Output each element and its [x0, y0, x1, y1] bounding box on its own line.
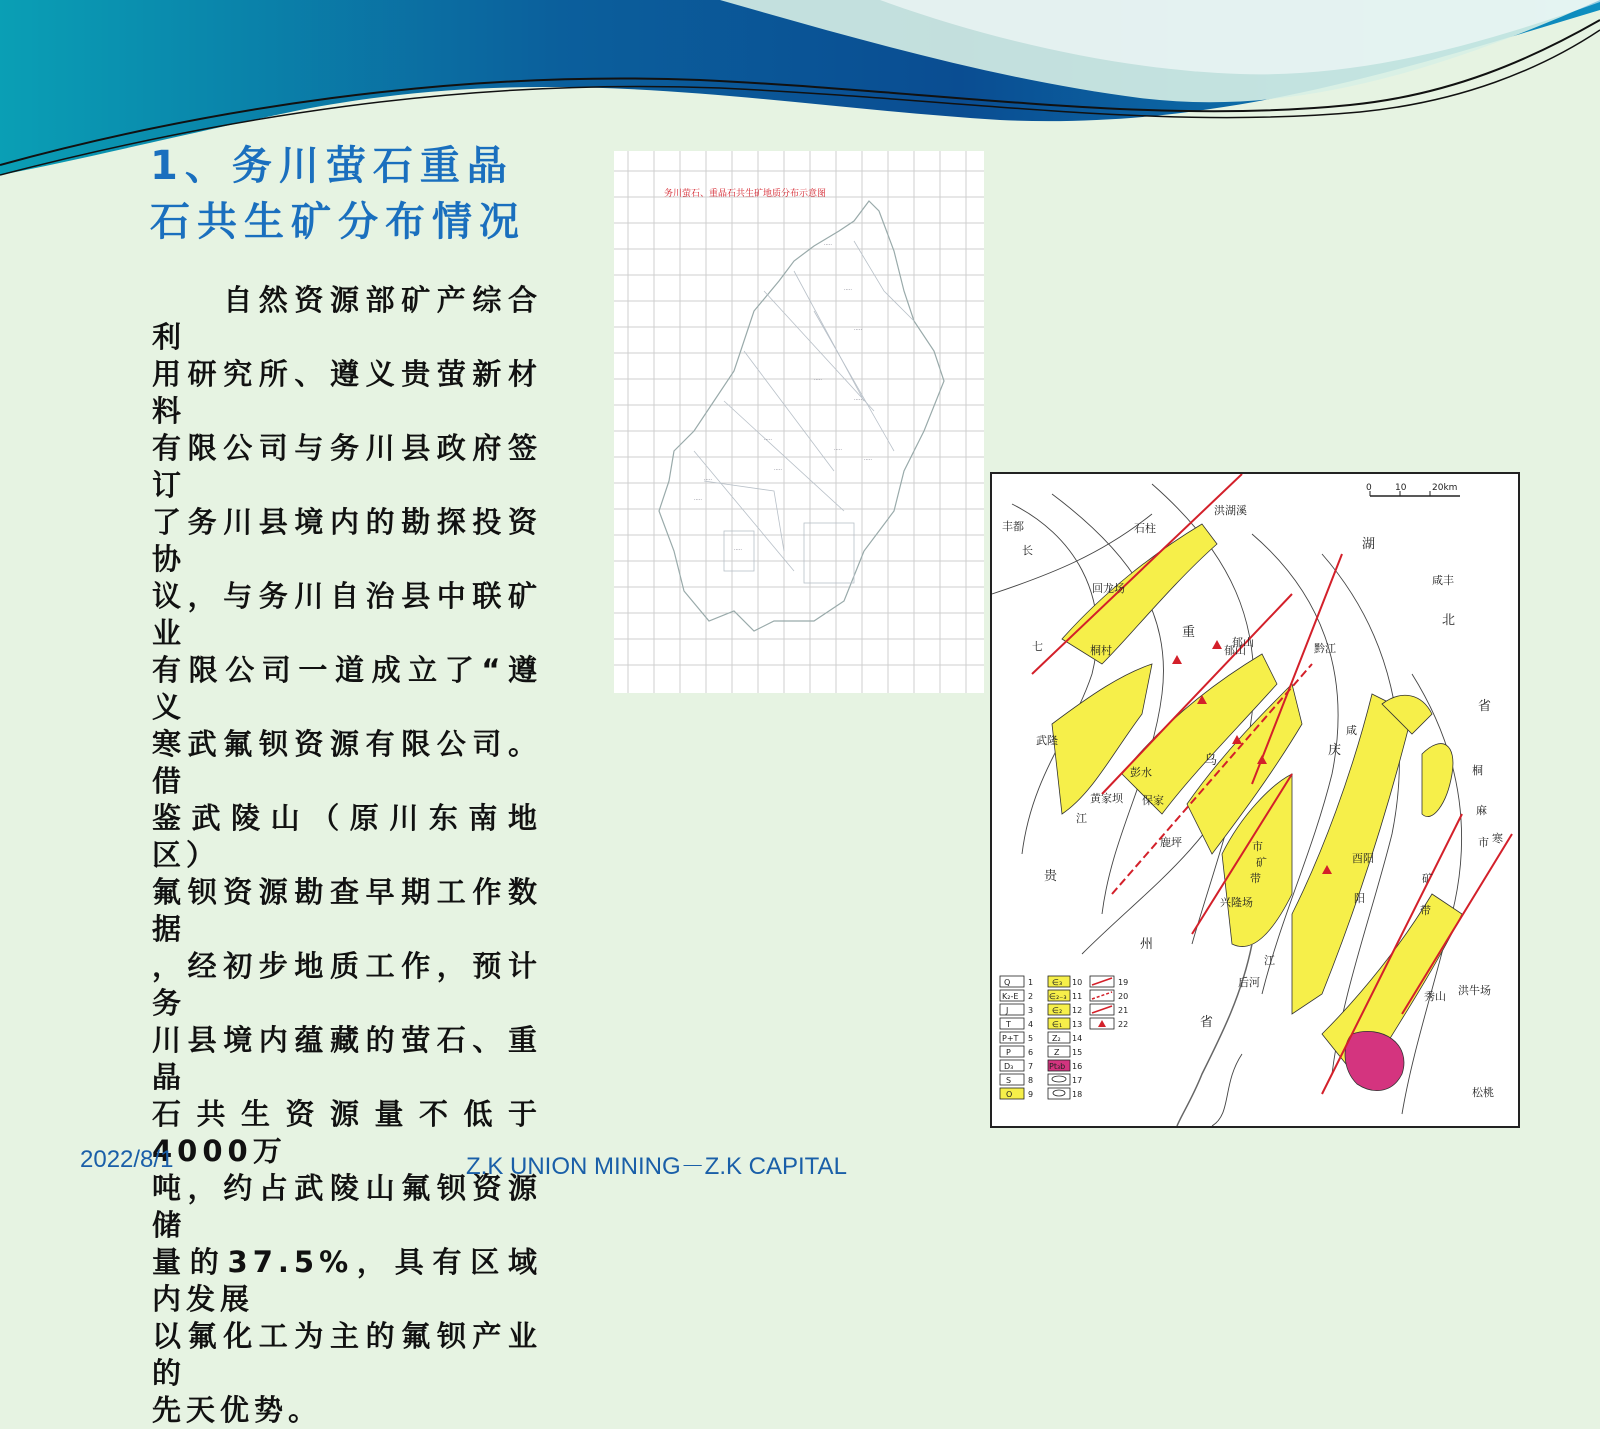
legend-num: 21	[1118, 1006, 1129, 1015]
legend-code: D₃	[1004, 1062, 1014, 1071]
legend-num: 2	[1028, 992, 1034, 1001]
legend-code: Q	[1004, 978, 1011, 987]
svg-text:·····: ·····	[704, 477, 712, 483]
scale-label: 20km	[1432, 483, 1458, 493]
scale-label: 10	[1395, 483, 1407, 493]
legend-num: 10	[1072, 978, 1083, 987]
svg-text:·····: ·····	[734, 547, 742, 553]
distribution-map-drawing	[614, 151, 984, 693]
legend-code: Z	[1054, 1048, 1060, 1057]
map-place-label: 矿	[1422, 872, 1433, 885]
legend-num: 22	[1118, 1020, 1129, 1029]
map-place-label: 洪牛场	[1458, 984, 1491, 997]
legend-code: ∈₂	[1052, 1006, 1063, 1015]
legend-num: 15	[1072, 1048, 1083, 1057]
geological-map-drawing	[992, 474, 1518, 1126]
body-line: 鉴武陵山（原川东南地区）	[152, 801, 542, 872]
page-title: 1、务川萤石重晶石共生矿分布情况	[150, 143, 526, 245]
distribution-map-image	[614, 151, 984, 693]
map-place-label: 彭水	[1130, 766, 1152, 779]
map1-caption: 务川萤石、重晶石共生矿地质分布示意图	[664, 189, 827, 199]
legend-num: 8	[1028, 1076, 1034, 1085]
legend-code: T	[1006, 1020, 1011, 1029]
map-place-label: 郁山	[1224, 644, 1246, 657]
map-place-label: 省	[1478, 699, 1492, 714]
footer-company: Z.K UNION MINING－Z.K CAPITAL	[466, 1153, 847, 1180]
map-place-label: 带	[1420, 904, 1431, 917]
legend-num: 11	[1072, 992, 1083, 1001]
map-place-label: 桐	[1472, 764, 1483, 777]
legend-code: Pt₃b	[1049, 1062, 1066, 1071]
svg-text:·····: ·····	[854, 397, 862, 403]
map-place-label: 庆	[1328, 743, 1342, 758]
map-place-label: 松桃	[1472, 1086, 1494, 1099]
map-place-label: 丰都	[1002, 520, 1024, 533]
svg-text:·····: ·····	[824, 242, 832, 248]
legend-code: S	[1006, 1076, 1012, 1085]
map-place-label: 带	[1250, 872, 1261, 885]
legend-code: P+T	[1002, 1034, 1019, 1043]
body-line: 氟钡资源勘查早期工作数据	[152, 875, 542, 946]
legend-num: 18	[1072, 1090, 1083, 1099]
footer-date: 2022/8/1	[80, 1146, 174, 1173]
legend-code: O	[1006, 1090, 1013, 1099]
body-line: 议，与务川自治县中联矿业	[152, 579, 542, 650]
legend-code: Z₂	[1052, 1034, 1061, 1043]
map-place-label: 市	[1478, 836, 1489, 849]
map-place-label: 兴隆场	[1220, 896, 1253, 909]
body-line: 用研究所、遵义贵萤新材料	[152, 357, 542, 428]
legend-code: J	[1006, 1006, 1009, 1015]
map-place-label: 鹿坪	[1160, 836, 1182, 849]
legend-num: 16	[1072, 1062, 1083, 1071]
body-line: 先天优势。	[152, 1393, 323, 1427]
svg-text:·····: ·····	[864, 457, 872, 463]
map-place-label: 后河	[1238, 976, 1260, 989]
legend-num: 4	[1028, 1020, 1034, 1029]
legend-code: P	[1006, 1048, 1011, 1057]
map-place-label: 黔江	[1314, 642, 1336, 655]
body-line: 寒武氟钡资源有限公司。借	[152, 727, 542, 798]
map-place-label: 江	[1076, 812, 1087, 825]
body-line: 以氟化工为主的氟钡产业的	[152, 1319, 542, 1390]
body-paragraph	[152, 282, 542, 1429]
map-place-label: 北	[1442, 613, 1456, 628]
body-line: 有限公司一道成立了“遵义	[152, 653, 542, 724]
svg-text:·····: ·····	[844, 287, 852, 293]
map-place-label: 麻	[1476, 804, 1487, 817]
map-place-label: 郁山	[1232, 636, 1254, 649]
map-place-label: 江	[1264, 954, 1275, 967]
map-place-label: 重	[1182, 625, 1196, 640]
map-place-label: 桐村	[1090, 644, 1112, 657]
svg-text:·····: ·····	[764, 437, 772, 443]
map-place-label: 咸丰	[1432, 574, 1454, 587]
svg-text:·····: ·····	[814, 377, 822, 383]
map-place-label: 七	[1032, 640, 1043, 653]
body-line: 川县境内蕴藏的萤石、重晶	[152, 1023, 542, 1094]
body-line: 了务川县境内的勘探投资协	[152, 505, 542, 576]
legend-code: ∈₃	[1052, 978, 1063, 987]
svg-text:·····: ·····	[834, 447, 842, 453]
map-place-label: 回龙场	[1092, 582, 1125, 595]
map-place-label: 省	[1200, 1015, 1214, 1030]
legend-num: 1	[1028, 978, 1034, 987]
body-line: 吨，约占武陵山氟钡资源储	[152, 1171, 542, 1242]
legend-num: 3	[1028, 1006, 1034, 1015]
map-place-label: 贵	[1044, 869, 1058, 884]
body-line: 量的37.5%，具有区域内发展	[152, 1245, 542, 1316]
map-place-label: 秀山	[1424, 990, 1446, 1003]
body-line: 自然资源部矿产综合利	[152, 283, 542, 354]
map-place-label: 乌	[1204, 753, 1218, 768]
body-line: ，经初步地质工作，预计务	[152, 949, 542, 1020]
legend-code: K₂-E	[1002, 992, 1019, 1001]
svg-text:·····: ·····	[774, 467, 782, 473]
legend-num: 7	[1028, 1062, 1034, 1071]
legend-num: 20	[1118, 992, 1129, 1001]
legend-num: 12	[1072, 1006, 1083, 1015]
legend-num: 17	[1072, 1076, 1083, 1085]
legend-num: 9	[1028, 1090, 1034, 1099]
map-place-label: 保家	[1142, 794, 1164, 807]
body-line: 有限公司与务川县政府签订	[152, 431, 542, 502]
map-place-label: 寒	[1492, 832, 1503, 845]
map-place-label: 州	[1140, 937, 1154, 952]
scale-label: 0	[1366, 483, 1372, 493]
svg-text:·····: ·····	[694, 497, 702, 503]
legend-code: ∈₂₋₃	[1049, 992, 1067, 1001]
map-place-label: 阳	[1354, 892, 1365, 905]
legend-num: 19	[1118, 978, 1129, 987]
map-place-label: 酉阳	[1352, 852, 1374, 865]
map-place-label: 市	[1252, 840, 1263, 853]
map-place-label: 湖	[1362, 537, 1376, 552]
legend-num: 14	[1072, 1034, 1083, 1043]
geological-map-image	[990, 472, 1520, 1128]
map-place-label: 矿	[1256, 856, 1267, 869]
legend-num: 6	[1028, 1048, 1034, 1057]
map-place-label: 武隆	[1036, 734, 1058, 747]
map-place-label: 咸	[1346, 724, 1357, 737]
legend-num: 5	[1028, 1034, 1034, 1043]
map-place-label: 洪湖溪	[1214, 504, 1247, 517]
legend-code: ∈₁	[1052, 1020, 1063, 1029]
body-line: 石共生资源量不低于4000万	[152, 1097, 542, 1168]
map-place-label: 黄家坝	[1090, 792, 1123, 805]
svg-text:·····: ·····	[854, 327, 862, 333]
map-place-label: 长	[1022, 544, 1033, 557]
map-place-label: 石柱	[1134, 522, 1156, 535]
legend-num: 13	[1072, 1020, 1083, 1029]
